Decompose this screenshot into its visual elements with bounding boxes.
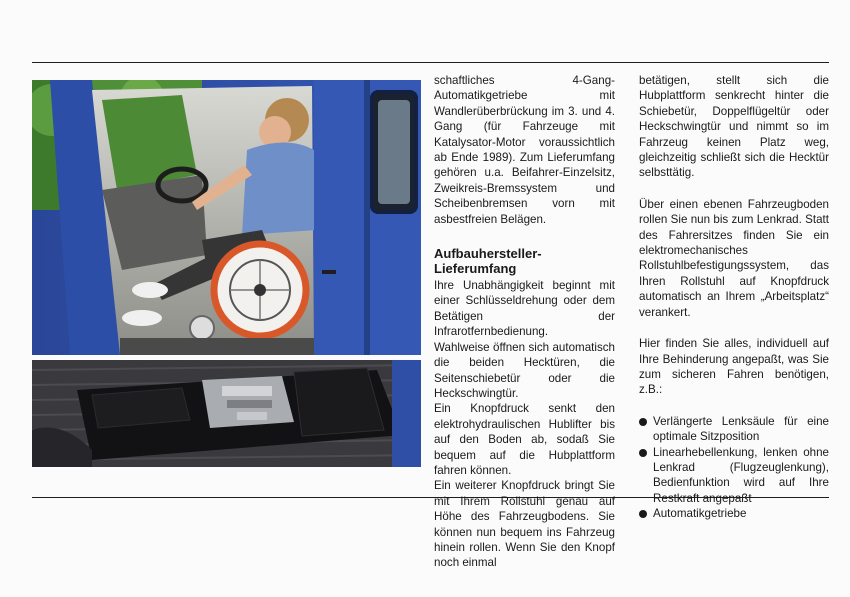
section-heading [434, 247, 615, 276]
floor-lock-photo [32, 360, 421, 467]
feature-list [639, 414, 829, 522]
feature-list-item [639, 506, 829, 521]
paragraph-hubplattform: betätigen, stellt sich die Hubplattform senkrecht hinter die Schiebetür, Doppelflügeltür oder Heckschwingtür und nimmt so im Fahrzeug keinen Platz weg, gleichzeitig schließt sich die Hecktür selbsttätig. [639, 74, 829, 180]
bullet-dot-icon [639, 510, 647, 518]
feature-list-item [639, 445, 829, 507]
floor-lock-illustration [32, 360, 421, 467]
paragraph-unabhaengigkeit: Ihre Unabhängigkeit beginnt mit einer Schlüsseldrehung oder dem Betätigen der Infrarotfernbedienung. [434, 279, 615, 339]
section-heading-line2: Lieferumfang [434, 260, 517, 276]
paragraph-fahrzeugboden: Über einen ebenen Fahrzeugboden rollen Sie nun bis zum Lenkrad. Statt des Fahrersitzes finden Sie ein elektromechanisches Rollstuhlbefestigungssystem, das Ihren Rollstuhl auf Knopfdruck automatisch an Ihrem „Arbeitsplatz“ verankert. [639, 197, 829, 319]
van-driver-photo [32, 80, 421, 355]
paragraph-tueren: Wahlweise öffnen sich automatisch die beiden Hecktüren, die Seitenschiebetür oder die Heckschwingtür. [434, 340, 615, 400]
paragraph-hier-finden: Hier finden Sie alles, individuell auf Ihre Behinderung angepaßt, was Sie zum sicheren Fahren benötigen, z.B.: [639, 337, 829, 397]
feature-text: Automatikgetriebe [653, 507, 747, 521]
top-rule [32, 62, 829, 63]
van-driver-illustration [32, 80, 421, 355]
feature-text: Verlängerte Lenksäule für eine optimale Sitzposition [653, 414, 829, 444]
intro-paragraph: schaftliches 4-Gang-Automatikgetriebe mit Wandlerüberbrückung im 3. und 4. Gang (für Fahrzeuge mit Katalysator-Motor voraussichtlich ab Ende 1989). Zum Lieferumfang gehören u.a. Beifahrer-Einzelsitz, Zweikreis-Bremssystem und Scheibenbremsen vorn mit asbestfreien Belägen. [434, 74, 615, 226]
paragraph-knopfdruck: Ein weiterer Knopfdruck bringt Sie mit Ihrem Rollstuhl genau auf Höhe des Fahrzeugbodens. Sie können nun bequem ins Fahrzeug hinein rollen. Wenn Sie den Knopf noch einmal [434, 479, 615, 570]
text-column-right [639, 73, 829, 522]
paragraph-hublifter: Ein Knopfdruck senkt den elektrohydraulischen Hublifter bis auf den Boden ab, sodaß Sie bequem auf die Hubplattform fahren können. [434, 402, 615, 477]
section-heading-line1: Aufbauhersteller- [434, 246, 542, 262]
bullet-dot-icon [639, 418, 647, 426]
feature-list-item [639, 414, 829, 445]
text-column-middle [434, 73, 615, 571]
feature-text: Linearhebellenkung, lenken ohne Lenkrad (Flugzeuglenkung), Bedienfunktion wird auf Ihre Restkraft angepaßt [653, 445, 829, 505]
bullet-dot-icon [639, 449, 647, 457]
